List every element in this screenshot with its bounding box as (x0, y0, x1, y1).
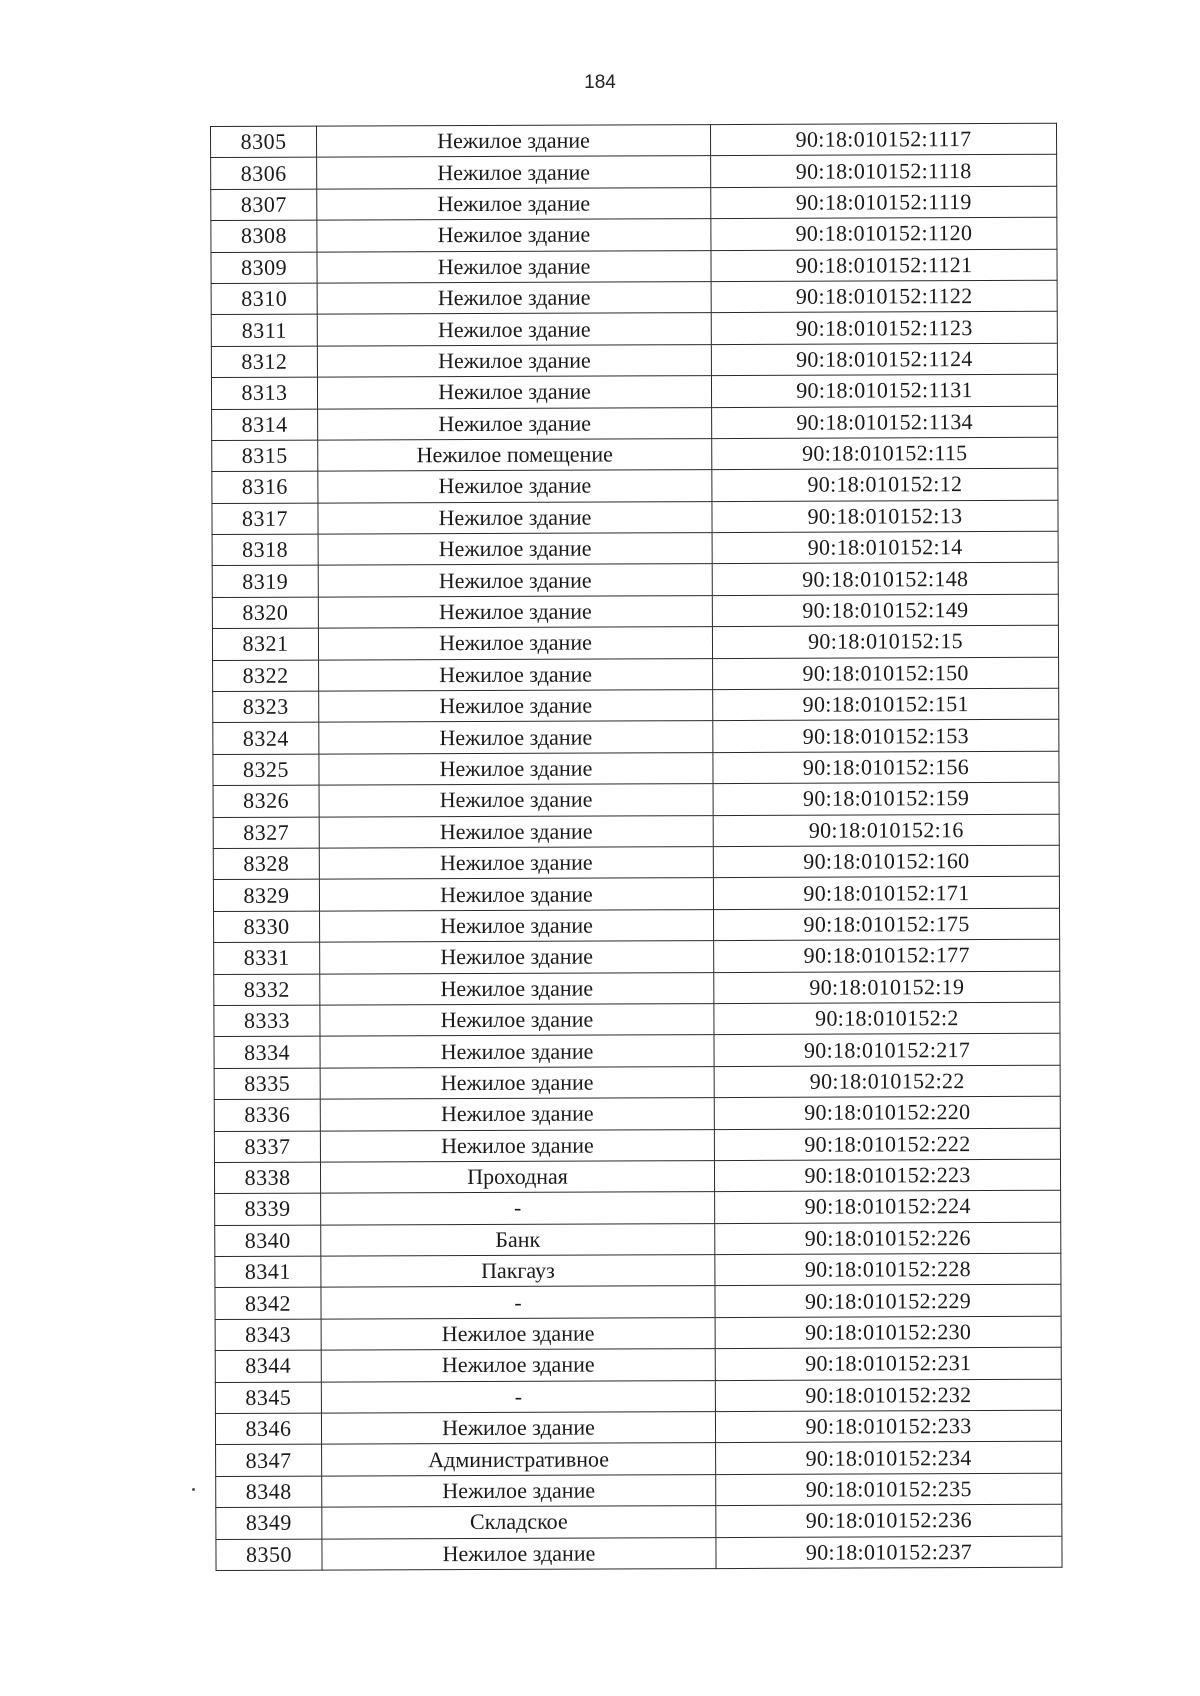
object-type-cell: - (321, 1380, 715, 1413)
row-number-cell: 8314 (212, 409, 318, 441)
cadastral-number-cell: 90:18:010152:1120 (711, 217, 1057, 250)
object-type-cell: Нежилое здание (319, 658, 713, 691)
row-number-cell: 8336 (214, 1099, 320, 1131)
row-number-cell: 8311 (211, 314, 317, 346)
cadastral-number-cell: 90:18:010152:232 (715, 1379, 1061, 1412)
cadastral-number-cell: 90:18:010152:236 (716, 1504, 1062, 1537)
object-type-cell: Складское (322, 1506, 716, 1539)
table-row (215, 1347, 1061, 1382)
object-type-cell: Проходная (320, 1160, 714, 1193)
cadastral-number-cell: 90:18:010152:233 (715, 1410, 1061, 1443)
table-row (212, 563, 1058, 598)
object-type-cell: Нежилое здание (320, 1004, 714, 1037)
table-row (212, 469, 1058, 504)
cadastral-number-cell: 90:18:010152:1122 (711, 280, 1057, 313)
row-number-cell: 8312 (211, 346, 317, 378)
cadastral-number-cell: 90:18:010152:149 (712, 594, 1058, 627)
object-type-cell: Нежилое здание (319, 815, 713, 848)
cadastral-number-cell: 90:18:010152:159 (713, 782, 1059, 815)
cadastral-number-cell: 90:18:010152:14 (712, 531, 1058, 564)
row-number-cell: 8344 (215, 1350, 321, 1382)
cadastral-number-cell: 90:18:010152:1121 (711, 249, 1057, 282)
table-row (212, 500, 1058, 535)
object-type-cell: Нежилое здание (317, 187, 711, 220)
object-type-cell: Нежилое здание (317, 344, 711, 377)
object-type-cell: Нежилое здание (320, 1035, 714, 1068)
object-type-cell: Нежилое здание (317, 219, 711, 252)
object-type-cell: Нежилое здание (322, 1537, 716, 1570)
row-number-cell: 8330 (214, 911, 320, 943)
cadastral-number-cell: 90:18:010152:177 (714, 939, 1060, 972)
table-row (214, 939, 1060, 974)
row-number-cell: 8343 (215, 1319, 321, 1351)
row-number-cell: 8327 (213, 817, 319, 849)
object-type-cell: Нежилое здание (318, 533, 712, 566)
table-row (213, 814, 1059, 849)
object-type-cell: Нежилое здание (318, 564, 712, 597)
cadastral-number-cell: 90:18:010152:224 (715, 1191, 1061, 1224)
object-type-cell: Нежилое здание (317, 376, 711, 409)
object-type-cell: Нежилое здание (318, 470, 712, 503)
cadastral-number-cell: 90:18:010152:160 (713, 845, 1059, 878)
table-row (212, 625, 1058, 660)
row-number-cell: 8348 (216, 1476, 322, 1508)
table-row (213, 845, 1059, 880)
row-number-cell: 8334 (214, 1036, 320, 1068)
table-row (214, 908, 1060, 943)
table-row (215, 1410, 1061, 1445)
cadastral-number-cell: 90:18:010152:2 (714, 1002, 1060, 1035)
row-number-cell: 8317 (212, 503, 318, 535)
row-number-cell: 8340 (215, 1225, 321, 1257)
object-type-cell: Нежилое здание (319, 847, 713, 880)
table-row (215, 1253, 1061, 1288)
table-row (213, 688, 1059, 723)
registry-table-container (210, 123, 1062, 1571)
row-number-cell: 8346 (215, 1413, 321, 1445)
cadastral-number-cell: 90:18:010152:16 (713, 814, 1059, 847)
row-number-cell: 8329 (213, 879, 319, 911)
cadastral-number-cell: 90:18:010152:220 (714, 1096, 1060, 1129)
object-type-cell: Нежилое здание (322, 1474, 716, 1507)
cadastral-number-cell: 90:18:010152:1118 (711, 155, 1057, 188)
object-type-cell: Нежилое здание (320, 909, 714, 942)
cadastral-number-cell: 90:18:010152:235 (716, 1473, 1062, 1506)
row-number-cell: 8347 (216, 1444, 322, 1476)
table-row (215, 1285, 1061, 1320)
row-number-cell: 8350 (216, 1539, 322, 1571)
table-row (211, 343, 1057, 378)
object-type-cell: Нежилое здание (317, 282, 711, 315)
row-number-cell: 8337 (214, 1131, 320, 1163)
table-row (211, 155, 1057, 190)
row-number-cell: 8321 (212, 628, 318, 660)
object-type-cell: Пакгауз (321, 1255, 715, 1288)
table-row (213, 877, 1059, 912)
cadastral-number-cell: 90:18:010152:153 (713, 720, 1059, 753)
cadastral-number-cell: 90:18:010152:12 (712, 469, 1058, 502)
object-type-cell: Нежилое здание (317, 156, 711, 189)
cadastral-number-cell: 90:18:010152:22 (714, 1065, 1060, 1098)
object-type-cell: Нежилое здание (317, 125, 711, 158)
row-number-cell: 8309 (211, 252, 317, 284)
row-number-cell: 8326 (213, 785, 319, 817)
table-row (215, 1191, 1061, 1226)
cadastral-number-cell: 90:18:010152:1134 (712, 406, 1058, 439)
table-row (214, 1002, 1060, 1037)
cadastral-number-cell: 90:18:010152:156 (713, 751, 1059, 784)
row-number-cell: 8305 (211, 126, 317, 158)
row-number-cell: 8316 (212, 471, 318, 503)
object-type-cell: Нежилое здание (320, 1129, 714, 1162)
row-number-cell: 8331 (214, 942, 320, 974)
table-row (212, 594, 1058, 629)
cadastral-number-cell: 90:18:010152:237 (716, 1536, 1062, 1569)
table-row (214, 1096, 1060, 1131)
row-number-cell: 8339 (215, 1193, 321, 1225)
table-row (211, 123, 1057, 158)
cadastral-number-cell: 90:18:010152:148 (712, 563, 1058, 596)
row-number-cell: 8306 (211, 157, 317, 189)
row-number-cell: 8307 (211, 189, 317, 221)
table-row (215, 1222, 1061, 1257)
cadastral-number-cell: 90:18:010152:151 (713, 688, 1059, 721)
object-type-cell: Нежилое здание (319, 878, 713, 911)
row-number-cell: 8323 (213, 691, 319, 723)
cadastral-number-cell: 90:18:010152:228 (715, 1253, 1061, 1286)
table-row (213, 782, 1059, 817)
cadastral-number-cell: 90:18:010152:13 (712, 500, 1058, 533)
cadastral-number-cell: 90:18:010152:1124 (711, 343, 1057, 376)
object-type-cell: - (321, 1286, 715, 1319)
object-type-cell: Нежилое здание (317, 313, 711, 346)
table-row (216, 1442, 1062, 1477)
object-type-cell: Нежилое здание (320, 1098, 714, 1131)
object-type-cell: Нежилое здание (318, 407, 712, 440)
object-type-cell: Административное (322, 1443, 716, 1476)
cadastral-number-cell: 90:18:010152:223 (714, 1159, 1060, 1192)
cadastral-number-cell: 90:18:010152:234 (716, 1442, 1062, 1475)
row-number-cell: 8332 (214, 974, 320, 1006)
row-number-cell: 8322 (213, 660, 319, 692)
row-number-cell: 8318 (212, 534, 318, 566)
table-row (213, 751, 1059, 786)
table-row (214, 1065, 1060, 1100)
object-type-cell: Нежилое здание (321, 1317, 715, 1350)
object-type-cell: Нежилое здание (317, 250, 711, 283)
table-row (212, 406, 1058, 441)
object-type-cell: Нежилое здание (318, 627, 712, 660)
row-number-cell: 8338 (214, 1162, 320, 1194)
cadastral-number-cell: 90:18:010152:1131 (711, 374, 1057, 407)
table-row (216, 1536, 1062, 1571)
cadastral-number-cell: 90:18:010152:175 (714, 908, 1060, 941)
scan-speck (192, 1488, 195, 1491)
page-number: 184 (584, 72, 616, 93)
table-row (213, 720, 1059, 755)
object-type-cell: Нежилое здание (320, 941, 714, 974)
row-number-cell: 8313 (211, 377, 317, 409)
object-type-cell: Нежилое здание (319, 690, 713, 723)
table-row (216, 1504, 1062, 1539)
object-type-cell: Нежилое здание (320, 972, 714, 1005)
table-row (214, 971, 1060, 1006)
object-type-cell: Нежилое здание (320, 1066, 714, 1099)
row-number-cell: 8342 (215, 1288, 321, 1320)
row-number-cell: 8324 (213, 723, 319, 755)
row-number-cell: 8315 (212, 440, 318, 472)
table-row (215, 1316, 1061, 1351)
row-number-cell: 8333 (214, 1005, 320, 1037)
cadastral-number-cell: 90:18:010152:171 (713, 877, 1059, 910)
table-row (211, 280, 1057, 315)
table-row (212, 531, 1058, 566)
object-type-cell: Нежилое помещение (318, 438, 712, 471)
cadastral-number-cell: 90:18:010152:230 (715, 1316, 1061, 1349)
cadastral-number-cell: 90:18:010152:150 (713, 657, 1059, 690)
object-type-cell: Нежилое здание (319, 784, 713, 817)
table-row (214, 1128, 1060, 1163)
object-type-cell: Нежилое здание (318, 501, 712, 534)
object-type-cell: - (321, 1192, 715, 1225)
row-number-cell: 8319 (212, 566, 318, 598)
cadastral-number-cell: 90:18:010152:217 (714, 1034, 1060, 1067)
cadastral-number-cell: 90:18:010152:19 (714, 971, 1060, 1004)
table-row (214, 1159, 1060, 1194)
cadastral-number-cell: 90:18:010152:226 (715, 1222, 1061, 1255)
row-number-cell: 8325 (213, 754, 319, 786)
row-number-cell: 8349 (216, 1507, 322, 1539)
table-row (214, 1034, 1060, 1069)
row-number-cell: 8335 (214, 1068, 320, 1100)
table-row (211, 249, 1057, 284)
row-number-cell: 8328 (213, 848, 319, 880)
cadastral-number-cell: 90:18:010152:1119 (711, 186, 1057, 219)
table-row (211, 312, 1057, 347)
registry-table-body (211, 123, 1063, 1570)
cadastral-number-cell: 90:18:010152:15 (712, 625, 1058, 658)
table-row (211, 186, 1057, 221)
cadastral-number-cell: 90:18:010152:229 (715, 1285, 1061, 1318)
table-row (211, 217, 1057, 252)
table-row (213, 657, 1059, 692)
cadastral-number-cell: 90:18:010152:231 (715, 1347, 1061, 1380)
table-row (216, 1473, 1062, 1508)
row-number-cell: 8320 (212, 597, 318, 629)
cadastral-number-cell: 90:18:010152:115 (712, 437, 1058, 470)
row-number-cell: 8310 (211, 283, 317, 315)
table-row (215, 1379, 1061, 1414)
cadastral-number-cell: 90:18:010152:1117 (710, 123, 1056, 156)
object-type-cell: Банк (321, 1223, 715, 1256)
row-number-cell: 8308 (211, 220, 317, 252)
row-number-cell: 8345 (215, 1382, 321, 1414)
object-type-cell: Нежилое здание (318, 595, 712, 628)
cadastral-number-cell: 90:18:010152:222 (714, 1128, 1060, 1161)
table-row (211, 374, 1057, 409)
object-type-cell: Нежилое здание (321, 1412, 715, 1445)
cadastral-number-cell: 90:18:010152:1123 (711, 312, 1057, 345)
row-number-cell: 8341 (215, 1256, 321, 1288)
object-type-cell: Нежилое здание (321, 1349, 715, 1382)
object-type-cell: Нежилое здание (319, 721, 713, 754)
table-row (212, 437, 1058, 472)
object-type-cell: Нежилое здание (319, 752, 713, 785)
registry-table (210, 123, 1063, 1571)
